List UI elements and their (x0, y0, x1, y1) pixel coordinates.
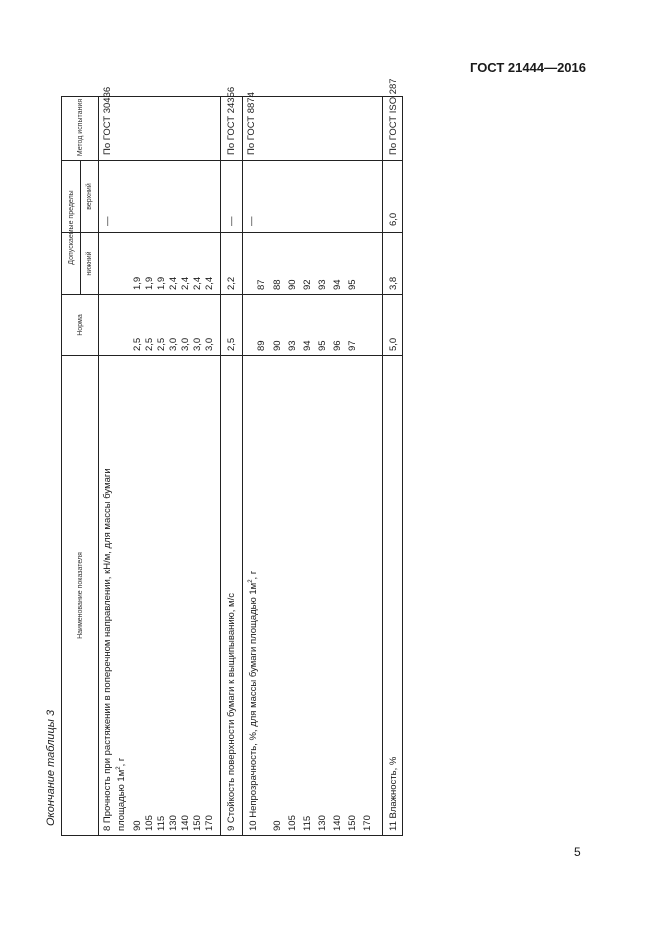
s10-row-lower: 93 (317, 279, 328, 290)
s10-row-lower: 88 (272, 279, 283, 290)
s10-row-name: 90 (272, 820, 283, 831)
s8-row-name: 140 (180, 815, 191, 831)
s8-row-name: 130 (168, 815, 179, 831)
rotated-table-area (45, 78, 403, 836)
section-10-title: 10 Непрозрачность, %, для массы бумаги площадью $1м^2$, г (248, 570, 260, 831)
s10-row-name: 130 (317, 815, 328, 831)
col-divider-norm (62, 294, 402, 295)
s8-row-name: 170 (204, 815, 215, 831)
s10-upper: — (246, 216, 257, 226)
s8-row-norm: 3,0 (192, 337, 203, 351)
s9-method: По ГОСТ 24356 (226, 86, 237, 155)
s10-row-norm: 96 (332, 340, 343, 351)
s10-row-name: 115 (302, 815, 313, 831)
col-divider-name (62, 355, 402, 356)
s8-row-norm: 2,5 (156, 337, 167, 351)
s8-row-norm: 3,0 (180, 337, 191, 351)
col-header-upper: верхний (86, 183, 93, 210)
s8-row-lower: 2,4 (204, 276, 215, 290)
s8-row-norm: 2,5 (132, 337, 143, 351)
s10-row-lower: 95 (347, 279, 358, 290)
s10-row-norm: 93 (287, 340, 298, 351)
s8-row-lower: 2,4 (192, 276, 203, 290)
s11-upper: 6,0 (388, 212, 399, 226)
s10-row-lower: 87 (256, 279, 267, 290)
s10-row-norm: 90 (272, 340, 283, 351)
page-number: 5 (574, 845, 581, 859)
s10-row-norm: 89 (256, 340, 267, 351)
s8-method: По ГОСТ 30436 (102, 86, 113, 155)
row-divider-11 (382, 97, 383, 835)
s10-row-norm: 97 (347, 340, 358, 351)
s8-row-name: 105 (144, 815, 155, 831)
s8-upper: — (102, 216, 113, 226)
s10-row-name: 140 (332, 815, 343, 831)
s8-row-lower: 1,9 (132, 276, 143, 290)
row-divider-10 (242, 97, 243, 835)
s11-norm: 5,0 (388, 337, 399, 351)
col-header-name: Наименование показателя (76, 552, 84, 639)
s9-lower: 2,2 (226, 276, 237, 290)
col-header-method: Метод испытания (76, 98, 84, 157)
s8-row-norm: 3,0 (168, 337, 179, 351)
s8-row-name: 115 (156, 815, 167, 831)
s8-row-lower: 2,4 (168, 276, 179, 290)
data-table (61, 78, 403, 836)
col-header-norm: Норма (76, 314, 84, 336)
s8-row-lower: 1,9 (156, 276, 167, 290)
section-8-title-2: площадью $1м^2$, г (116, 757, 128, 831)
s10-method: По ГОСТ 8874 (246, 92, 257, 155)
section-8-title: 8 Прочность при растяжении в поперечном направлении, кН/м, для массы бумаги (102, 468, 113, 831)
s8-row-lower: 1,9 (144, 276, 155, 290)
s10-row-lower: 90 (287, 279, 298, 290)
s8-row-norm: 2,5 (144, 337, 155, 351)
s10-row-norm: 95 (317, 340, 328, 351)
section-11-title: 11 Влажность, % (388, 756, 399, 831)
row-divider-9 (220, 97, 221, 835)
col-divider-upper (62, 160, 402, 161)
section-9-title: 9 Стойкость поверхности бумаги к выщипыванию, м/с (226, 593, 237, 831)
s10-row-lower: 94 (332, 279, 343, 290)
table-caption: Окончание таблицы 3 (45, 709, 57, 826)
s8-row-norm: 3,0 (204, 337, 215, 351)
s10-row-lower: 92 (302, 279, 313, 290)
s10-row-name: 170 (362, 815, 373, 831)
col-header-limits: Допускаемые пределы (67, 190, 75, 265)
standard-header: ГОСТ 21444—2016 (470, 60, 586, 75)
s11-lower: 3,8 (388, 276, 399, 290)
header-separator (98, 97, 99, 835)
s9-upper: — (226, 216, 237, 226)
s11-method: По ГОСТ ISO 287 (388, 78, 399, 155)
col-divider-lower (62, 232, 402, 233)
col-header-lower: нижний (86, 251, 93, 276)
s10-row-name: 105 (287, 815, 298, 831)
s8-row-name: 90 (132, 820, 143, 831)
s10-row-norm: 94 (302, 340, 313, 351)
s8-row-lower: 2,4 (180, 276, 191, 290)
s9-norm: 2,5 (226, 337, 237, 351)
s10-row-name: 150 (347, 815, 358, 831)
s8-row-name: 150 (192, 815, 203, 831)
